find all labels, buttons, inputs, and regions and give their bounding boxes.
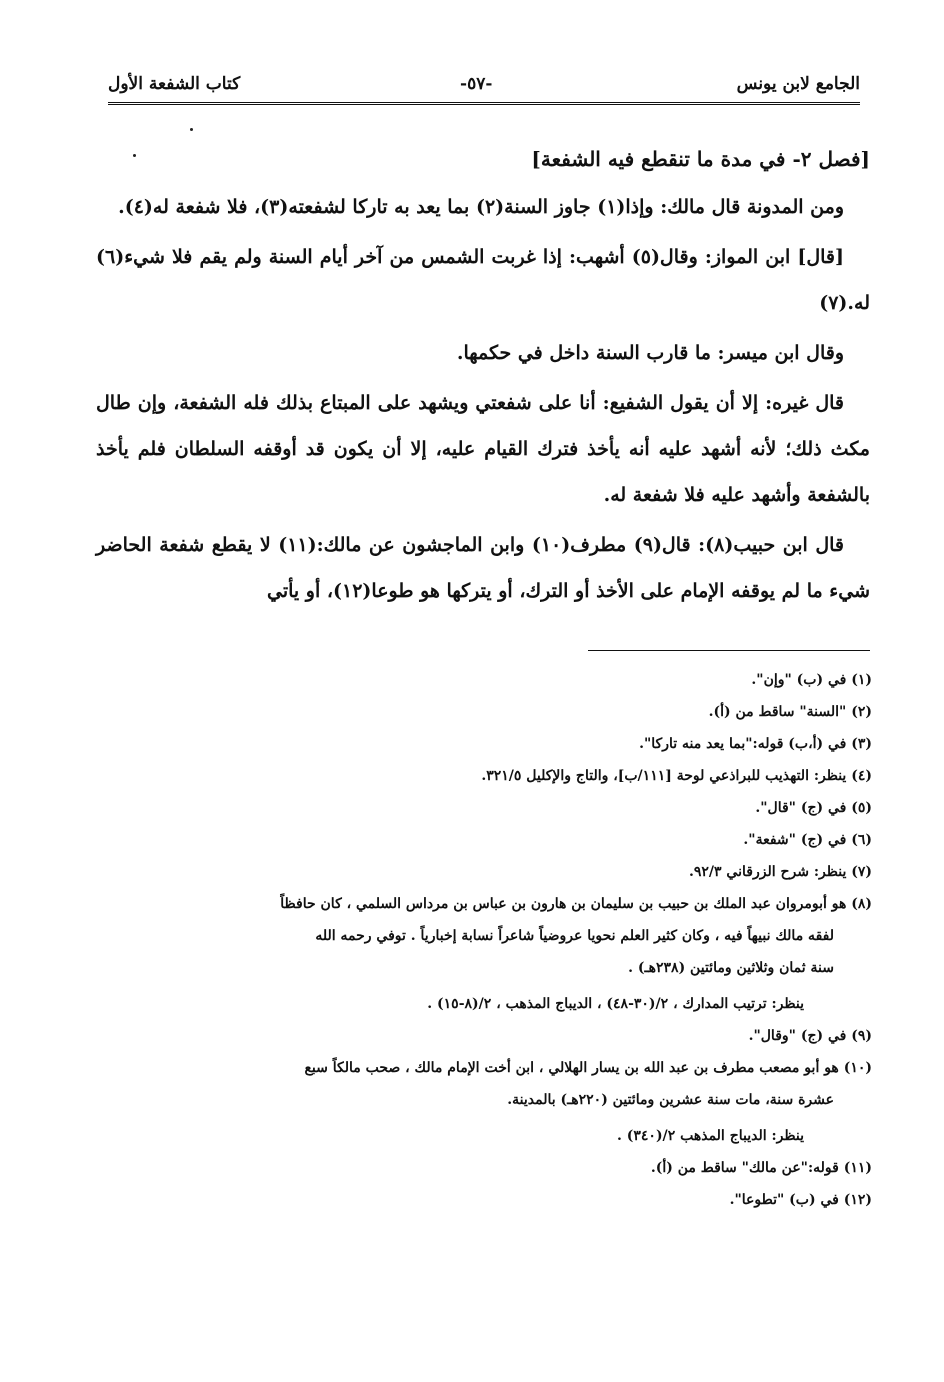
footnote: (٧) ينظر: شرح الزرقاني ٩٢/٣. (689, 864, 872, 880)
footnote: (١٠) هو أبو مصعب مطرف بن عبد الله بن يسار الهلالي ، ابن أخت الإمام مالك ، صحب مالكاً سبع (304, 1060, 872, 1076)
main-text (96, 136, 870, 618)
scan-speck (190, 128, 193, 131)
header-rule (108, 102, 860, 105)
footnote: (٩) في (ج) "وقال". (748, 1028, 872, 1044)
footnote-source: ينظر: ترتيب المدارك ، ٢/(٣٠-٤٨) ، الديباج المذهب ، ٢/(٨-١٥) . (427, 996, 804, 1012)
footnote: (٥) في (ج) "قال". (755, 800, 872, 816)
footnote: (١) في (ب) "وإن". (751, 672, 872, 688)
footnote: (٣) في (أ،ب) قوله:"بما يعد منه تاركا". (639, 736, 872, 752)
paragraph: قال ابن حبيب(٨): قال(٩) مطرف(١٠) وابن الماجشون عن مالك:(١١) لا يقطع شفعة الحاضر شيء ما لم يوقفه الإمام على الأخذ أو الترك، أو يتركها هو طوعا(١٢)، أو يأتي (96, 534, 870, 602)
footnote-continuation: لفقه مالك نبيهاً فيه ، وكان كثير العلم نحويا عروضياً شاعراً نسابة إخبارياً . توفي رحمه الله (315, 928, 834, 944)
footnote: (٢) "السنة" ساقط من (أ). (708, 704, 872, 720)
footnote-continuation: سنة ثمان وثلاثين ومائتين (٢٣٨هـ) . (628, 960, 834, 976)
footnotes (100, 664, 872, 1216)
paragraph: وقال ابن ميسر: ما قارب السنة داخل في حكمها. (456, 342, 844, 364)
footnote-source: ينظر: الديباج المذهب ٢/(٣٤٠) . (617, 1128, 804, 1144)
page-number: -٥٧- (460, 74, 493, 94)
header-chapter-title: كتاب الشفعة الأول (108, 74, 241, 94)
footnote: (١٢) في (ب) "تطوعا". (729, 1192, 872, 1208)
section-heading: [فصل ٢- في مدة ما تنقطع فيه الشفعة] (531, 147, 870, 171)
footnote-separator (588, 650, 870, 651)
running-header (108, 70, 860, 100)
footnote: (٨) هو أبومروان عبد الملك بن حبيب بن سليمان بن هارون بن عباس بن مرداس السلمي ، كان حافظاً (280, 896, 872, 912)
paragraph: [قال] ابن المواز: وقال(٥) أشهب: إذا غربت الشمس من آخر أيام السنة ولم يقم فلا شيء(٦) له.(٧) (96, 246, 870, 314)
footnote-continuation: عشرة سنة، مات سنة عشرين ومائتين (٢٢٠هـ) بالمدينة. (507, 1092, 834, 1108)
footnote: (٤) ينظر: التهذيب للبراذعي لوحة [١١١/ب]، والتاج والإكليل ٣٢١/٥. (481, 768, 872, 784)
header-book-title: الجامع لابن يونس (736, 74, 860, 94)
paragraph: قال غيره: إلا أن يقول الشفيع: أنا على شفعتي ويشهد على المبتاع بذلك فله الشفعة، وإن طال مكث ذلك؛ لأنه أشهد عليه أنه يأخذ فترك القيام عليه، إلا أن يكون قد أوقفه السلطان فلم يأخذ بالشفعة وأشهد عليه فلا شفعة له. (96, 392, 870, 506)
footnote: (١١) قوله:"عن مالك" ساقط من (أ). (650, 1160, 872, 1176)
paragraph: ومن المدونة قال مالك: وإذا(١) جاوز السنة(٢) بما يعد به تاركا لشفعته(٣)، فلا شفعة له(٤). (118, 196, 844, 218)
footnote: (٦) في (ج) "شفعة". (743, 832, 872, 848)
